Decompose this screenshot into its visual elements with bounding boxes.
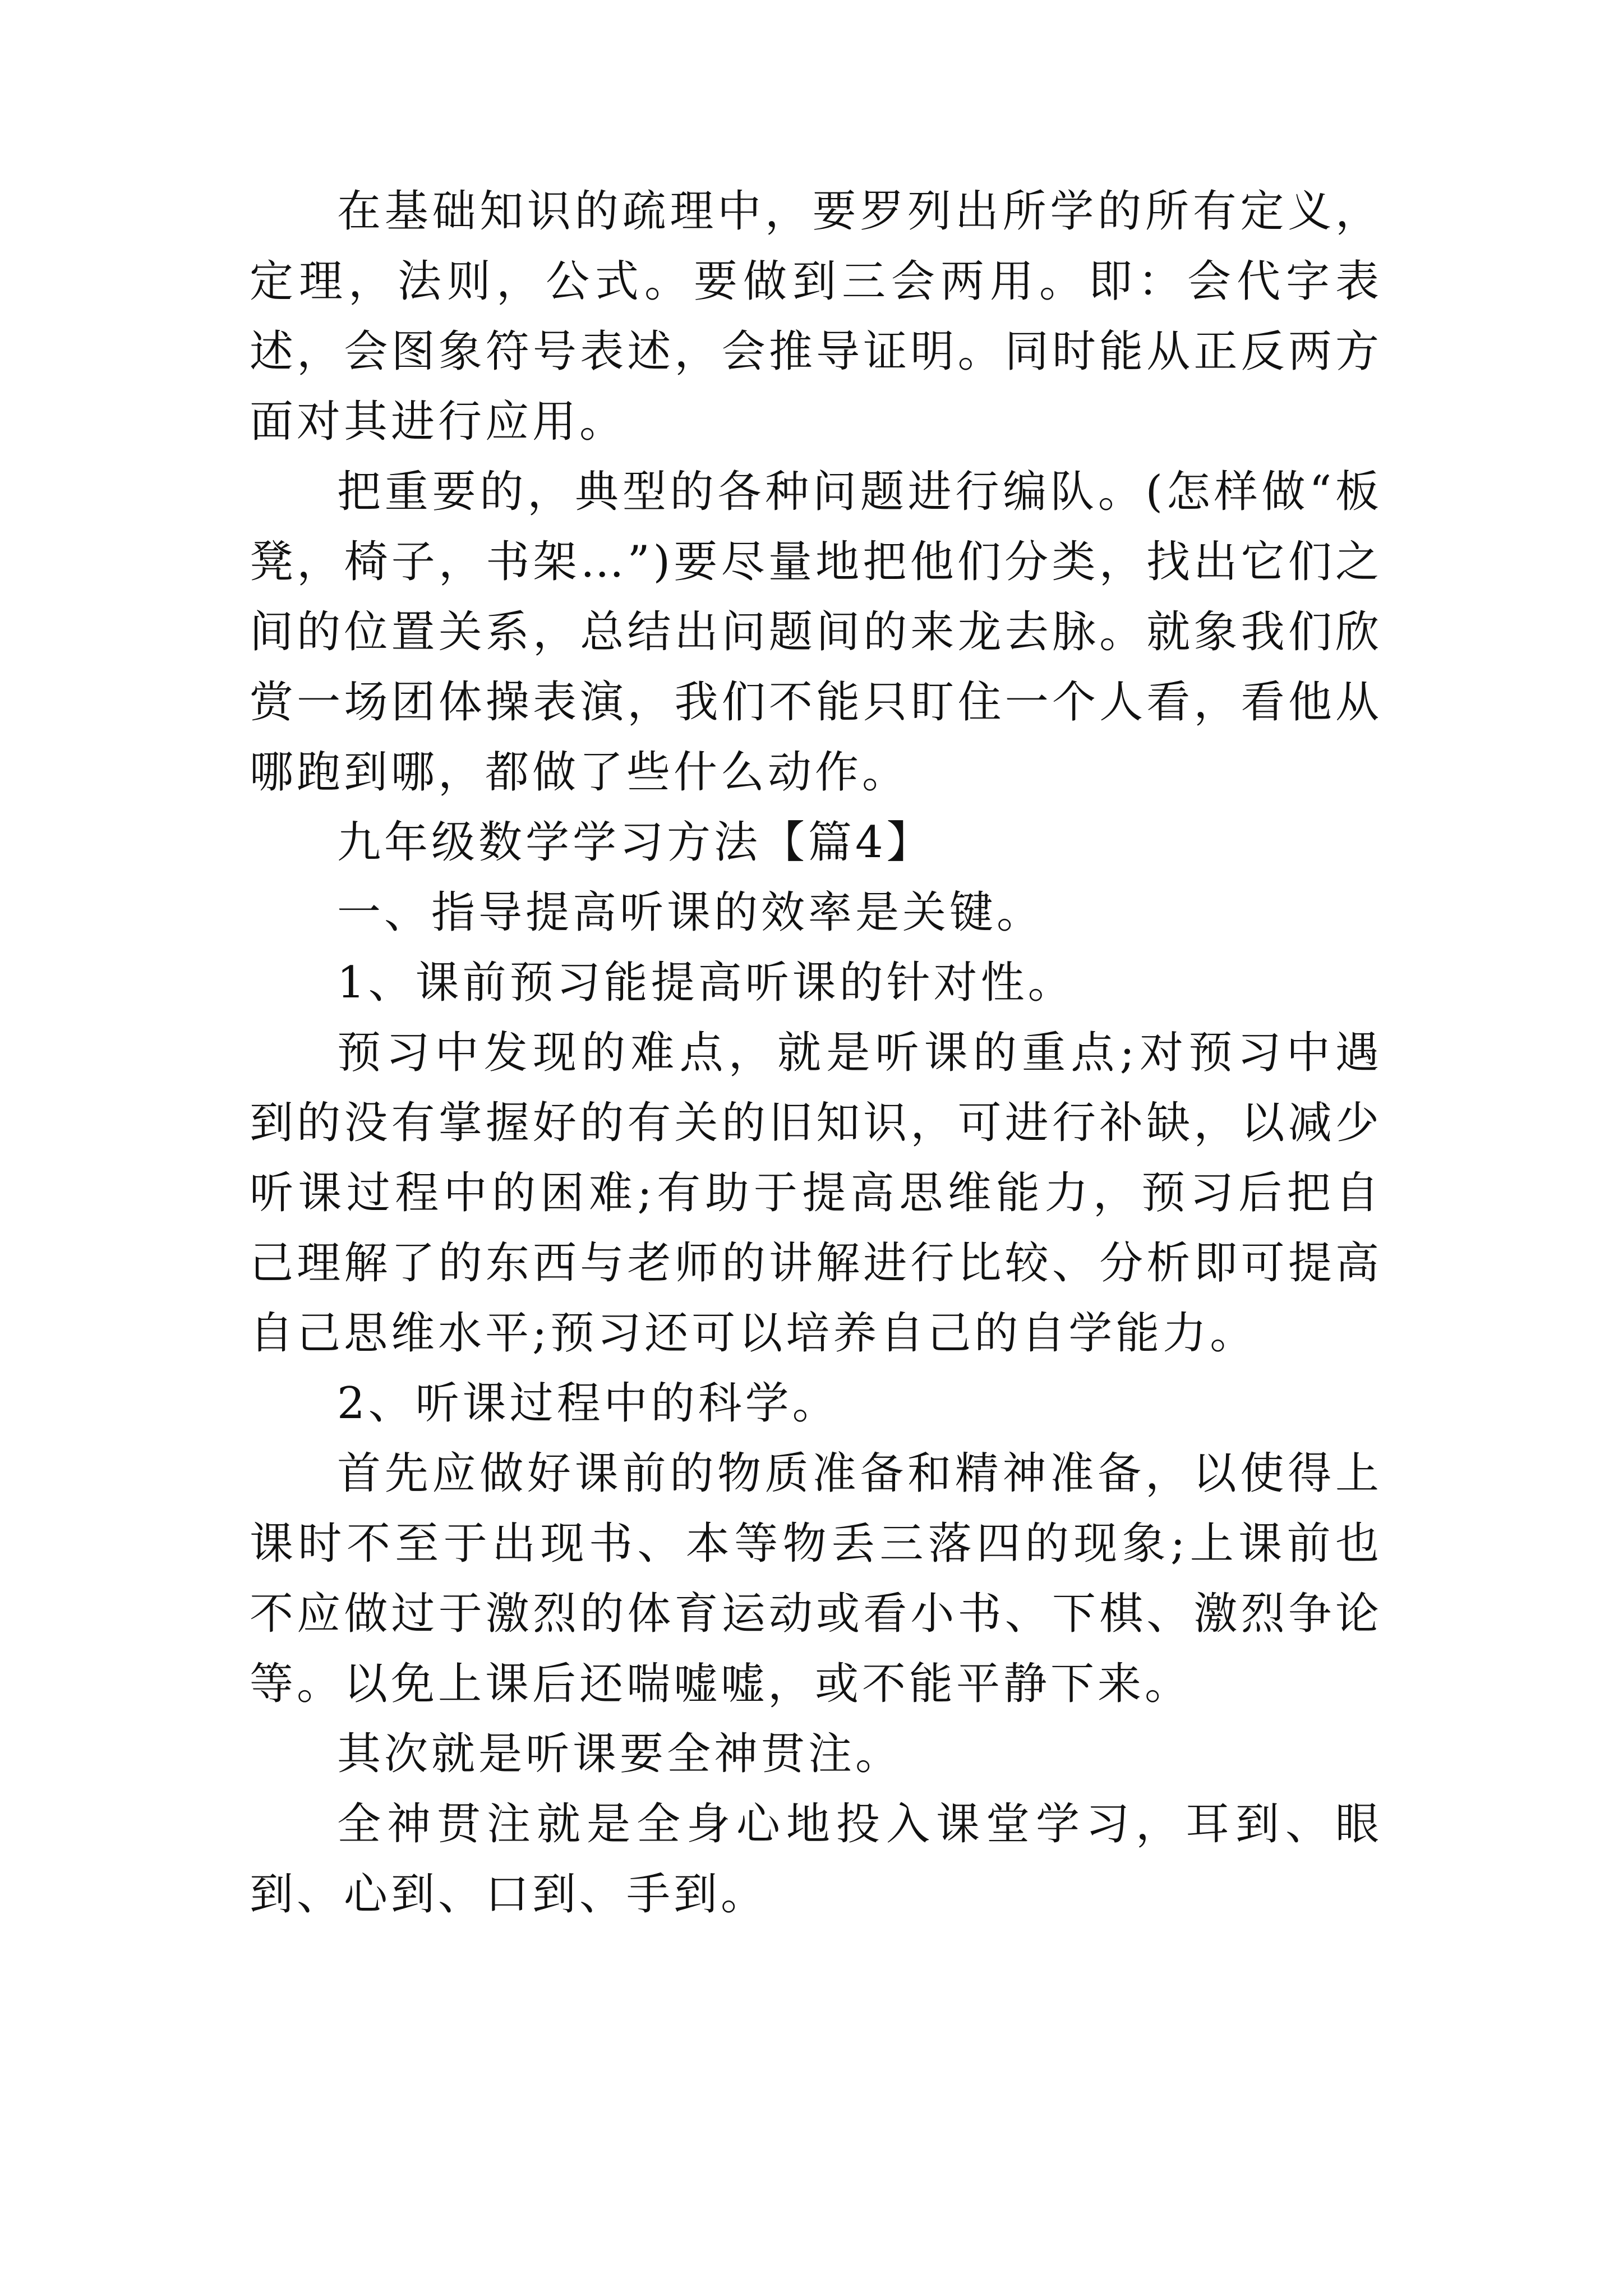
section-heading: 九年级数学学习方法【篇4】 (337, 817, 934, 868)
subheading-listening-efficiency: 一、指导提高听课的效率是关键。 (337, 887, 1044, 938)
paragraph-preview-benefits: 预习中发现的难点，就是听课的重点;对预习中遇到的没有掌握好的有关的旧知识，可进行补缺，以减少听课过程中的困难;有助于提高思维能力，预习后把自己理解了的东西与老师的讲解进行比较、分析即可提高自己思维水平;预习还可以培养自己的自学能力。 (250, 1028, 1382, 1359)
paragraph-organize-problems: 把重要的，典型的各种问题进行编队。(怎样做“板凳，椅子，书架…”)要尽量地把他们分类，找出它们之间的位置关系，总结出问题间的来龙去脉。就象我们欣赏一场团体操表演，我们不能只盯住一个人看，看他从哪跑到哪，都做了些什么动作。 (250, 467, 1382, 798)
paragraph-review-basics: 在基础知识的疏理中，要罗列出所学的所有定义，定理，法则，公式。要做到三会两用。即：会代字表述，会图象符号表述，会推导证明。同时能从正反两方面对其进行应用。 (250, 186, 1382, 447)
point-preview: 1、课前预习能提高听课的针对性。 (337, 958, 1075, 1008)
point-listening-process: 2、听课过程中的科学。 (337, 1378, 840, 1429)
paragraph-preparation: 首先应做好课前的物质准备和精神准备，以使得上课时不至于出现书、本等物丢三落四的现象;上课前也不应做过于激烈的体育运动或看小书、下棋、激烈争论等。以免上课后还喘嘘嘘，或不能平静下来。 (250, 1448, 1382, 1709)
paragraph-attention: 其次就是听课要全神贯注。 (337, 1729, 903, 1779)
document-body (250, 177, 1382, 1930)
paragraph-full-engagement: 全神贯注就是全身心地投入课堂学习，耳到、眼到、心到、口到、手到。 (250, 1799, 1382, 1920)
